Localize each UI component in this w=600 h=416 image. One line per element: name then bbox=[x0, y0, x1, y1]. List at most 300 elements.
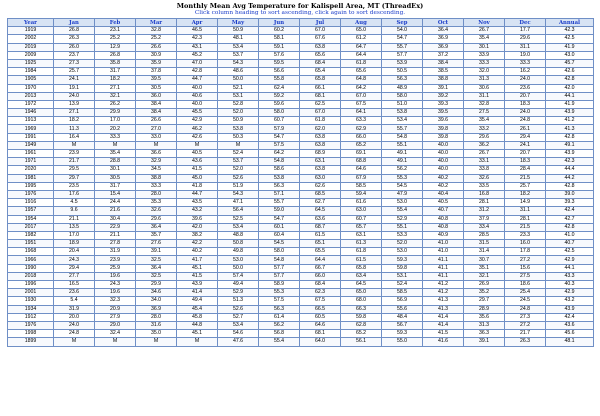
table-row bbox=[8, 84, 594, 92]
table-cell-jul: 65.4 bbox=[300, 68, 341, 76]
column-header-oct[interactable]: Oct bbox=[423, 19, 464, 27]
table-cell-apr: 40.6 bbox=[177, 92, 218, 100]
table-cell-may: 50.3 bbox=[218, 133, 259, 141]
table-cell-may: 47.1 bbox=[218, 199, 259, 207]
table-cell-year: 1991 bbox=[8, 133, 54, 141]
table-cell-nov: 28.1 bbox=[464, 199, 505, 207]
table-cell-aug: 61.8 bbox=[341, 59, 382, 67]
table-cell-jul: 68.9 bbox=[300, 150, 341, 158]
table-cell-year: 1951 bbox=[8, 240, 54, 248]
table-cell-oct: 40.0 bbox=[423, 141, 464, 149]
table-body bbox=[8, 27, 594, 346]
table-cell-aug: 67.0 bbox=[341, 92, 382, 100]
table-cell-nov: 36.2 bbox=[464, 141, 505, 149]
column-header-dec[interactable]: Dec bbox=[505, 19, 546, 27]
table-cell-may: 54.6 bbox=[218, 330, 259, 338]
table-cell-may: 52.9 bbox=[218, 289, 259, 297]
table-cell-feb: 26.2 bbox=[95, 100, 136, 108]
table-cell-oct: 41.0 bbox=[423, 240, 464, 248]
table-cell-sep: 55.7 bbox=[382, 43, 423, 51]
table-cell-jul: 62.0 bbox=[300, 125, 341, 133]
table-cell-jul: 64.6 bbox=[300, 321, 341, 329]
table-cell-jun: 59.0 bbox=[259, 207, 300, 215]
table-cell-sep: 53.9 bbox=[382, 59, 423, 67]
table-cell-jun: 55.7 bbox=[259, 199, 300, 207]
table-cell-dec: 25.4 bbox=[505, 289, 546, 297]
table-cell-annual: 44.4 bbox=[546, 166, 594, 174]
table-cell-aug: 63.0 bbox=[341, 207, 382, 215]
table-cell-may: 53.7 bbox=[218, 51, 259, 59]
table-cell-sep: 52.0 bbox=[382, 240, 423, 248]
table-cell-may: 49.8 bbox=[218, 248, 259, 256]
table-cell-jul: 60.5 bbox=[300, 313, 341, 321]
table-row bbox=[8, 321, 594, 329]
table-cell-mar: 29.6 bbox=[136, 215, 177, 223]
table-cell-sep: 52.9 bbox=[382, 215, 423, 223]
table-cell-oct: 41.3 bbox=[423, 297, 464, 305]
table-cell-feb: 19.6 bbox=[95, 272, 136, 280]
table-cell-sep: 48.4 bbox=[382, 313, 423, 321]
table-cell-sep: 58.5 bbox=[382, 289, 423, 297]
table-cell-jul: 61.8 bbox=[300, 117, 341, 125]
table-cell-nov: 33.9 bbox=[464, 51, 505, 59]
table-cell-jan: 16.5 bbox=[54, 281, 95, 289]
table-cell-may: 48.8 bbox=[218, 231, 259, 239]
table-cell-feb: 12.9 bbox=[95, 43, 136, 51]
table-cell-aug: 64.8 bbox=[341, 76, 382, 84]
table-cell-sep: 54.7 bbox=[382, 35, 423, 43]
table-cell-sep: 49.1 bbox=[382, 150, 423, 158]
table-cell-may: 52.1 bbox=[218, 84, 259, 92]
table-cell-aug: 65.7 bbox=[341, 223, 382, 231]
table-cell-apr: 42.3 bbox=[177, 35, 218, 43]
table-cell-oct: 40.5 bbox=[423, 199, 464, 207]
table-cell-mar: 32.9 bbox=[136, 158, 177, 166]
table-cell-jul: 63.6 bbox=[300, 215, 341, 223]
column-header-mar[interactable]: Mar bbox=[136, 19, 177, 27]
table-cell-jun: 64.2 bbox=[259, 150, 300, 158]
column-header-jun[interactable]: Jun bbox=[259, 19, 300, 27]
table-cell-annual: 45.6 bbox=[546, 330, 594, 338]
table-cell-nov: 29.7 bbox=[464, 297, 505, 305]
table-cell-jul: 63.8 bbox=[300, 133, 341, 141]
table-cell-oct: 41.2 bbox=[423, 281, 464, 289]
table-cell-may: 52.6 bbox=[218, 174, 259, 182]
table-row bbox=[8, 35, 594, 43]
table-cell-dec: 18.6 bbox=[505, 281, 546, 289]
table-cell-jan: 25.7 bbox=[54, 68, 95, 76]
table-cell-year: 1971 bbox=[8, 158, 54, 166]
table-cell-mar: 36.4 bbox=[136, 223, 177, 231]
table-cell-feb: 21.6 bbox=[95, 207, 136, 215]
table-cell-annual: 43.9 bbox=[546, 305, 594, 313]
table-cell-nov: 31.1 bbox=[464, 92, 505, 100]
table-cell-aug: 65.2 bbox=[341, 141, 382, 149]
table-cell-aug: 68.8 bbox=[341, 158, 382, 166]
table-cell-mar: 35.9 bbox=[136, 59, 177, 67]
table-cell-nov: 27.5 bbox=[464, 109, 505, 117]
table-cell-dec: 24.5 bbox=[505, 297, 546, 305]
table-cell-year: 1946 bbox=[8, 109, 54, 117]
table-row bbox=[8, 27, 594, 35]
table-row bbox=[8, 223, 594, 231]
table-row bbox=[8, 76, 594, 84]
table-cell-jan: 24.0 bbox=[54, 321, 95, 329]
table-cell-oct: 40.8 bbox=[423, 215, 464, 223]
table-cell-oct: 36.9 bbox=[423, 35, 464, 43]
table-row bbox=[8, 133, 594, 141]
table-cell-nov: 26.7 bbox=[464, 150, 505, 158]
table-cell-jun: 54.8 bbox=[259, 158, 300, 166]
table-cell-mar: 35.3 bbox=[136, 199, 177, 207]
column-header-jul[interactable]: Jul bbox=[300, 19, 341, 27]
column-header-aug[interactable]: Aug bbox=[341, 19, 382, 27]
table-cell-year: 2002 bbox=[8, 35, 54, 43]
column-header-feb[interactable]: Feb bbox=[95, 19, 136, 27]
column-header-apr[interactable]: Apr bbox=[177, 19, 218, 27]
table-cell-apr: 42.2 bbox=[177, 240, 218, 248]
table-cell-annual: 42.7 bbox=[546, 215, 594, 223]
table-cell-nov: 28.5 bbox=[464, 231, 505, 239]
table-cell-mar: 39.5 bbox=[136, 76, 177, 84]
table-cell-sep: 59.3 bbox=[382, 256, 423, 264]
table-row bbox=[8, 68, 594, 76]
table-cell-apr: 41.4 bbox=[177, 289, 218, 297]
table-cell-jul: 63.1 bbox=[300, 158, 341, 166]
table-cell-feb: M bbox=[95, 141, 136, 149]
table-cell-year: 2001 bbox=[8, 289, 54, 297]
table-cell-annual: 42.9 bbox=[546, 256, 594, 264]
table-cell-aug: 61.5 bbox=[341, 256, 382, 264]
table-cell-year: 1968 bbox=[8, 248, 54, 256]
table-cell-jan: 11.3 bbox=[54, 125, 95, 133]
table-cell-oct: 38.4 bbox=[423, 59, 464, 67]
column-header-year[interactable]: Year bbox=[8, 19, 54, 27]
table-cell-dec: 27.5 bbox=[505, 272, 546, 280]
table-cell-oct: 38.8 bbox=[423, 76, 464, 84]
table-cell-year: 2019 bbox=[8, 43, 54, 51]
table-cell-year: 1990 bbox=[8, 264, 54, 272]
table-cell-sep: 55.7 bbox=[382, 125, 423, 133]
table-cell-jul: 68.1 bbox=[300, 330, 341, 338]
table-cell-year: 1954 bbox=[8, 215, 54, 223]
table-cell-oct: 40.8 bbox=[423, 223, 464, 231]
table-cell-nov: 16.8 bbox=[464, 190, 505, 198]
table-cell-oct: 39.2 bbox=[423, 92, 464, 100]
table-cell-dec: 26.3 bbox=[505, 338, 546, 346]
table-cell-jan: 21.7 bbox=[54, 158, 95, 166]
table-cell-oct: 41.1 bbox=[423, 272, 464, 280]
table-cell-jul: 64.5 bbox=[300, 207, 341, 215]
table-cell-annual: 45.7 bbox=[546, 59, 594, 67]
table-cell-sep: 53.3 bbox=[382, 231, 423, 239]
table-cell-jul: 63.8 bbox=[300, 166, 341, 174]
table-cell-apr: 43.2 bbox=[177, 207, 218, 215]
table-cell-jul: 68.4 bbox=[300, 281, 341, 289]
table-cell-aug: 68.0 bbox=[341, 297, 382, 305]
table-cell-jun: 57.5 bbox=[259, 141, 300, 149]
table-cell-jul: 63.8 bbox=[300, 43, 341, 51]
table-cell-year: 1925 bbox=[8, 59, 54, 67]
table-cell-annual: 42.6 bbox=[546, 68, 594, 76]
page-subtitle: Click column heading to sort ascending, click again to sort descending. bbox=[194, 10, 406, 16]
table-cell-aug: 67.5 bbox=[341, 100, 382, 108]
table-cell-annual: 41.2 bbox=[546, 117, 594, 125]
table-cell-mar: 32.6 bbox=[136, 207, 177, 215]
table-cell-jan: 26.0 bbox=[54, 43, 95, 51]
table-cell-may: 51.3 bbox=[218, 297, 259, 305]
table-cell-feb: 27.8 bbox=[95, 240, 136, 248]
table-cell-mar: 38.8 bbox=[136, 174, 177, 182]
table-cell-nov: 35.1 bbox=[464, 264, 505, 272]
table-cell-jun: 57.1 bbox=[259, 190, 300, 198]
table-cell-jan: 19.1 bbox=[54, 84, 95, 92]
table-cell-jun: 54.7 bbox=[259, 215, 300, 223]
table-cell-feb: 33.3 bbox=[95, 133, 136, 141]
column-header-may[interactable]: May bbox=[218, 19, 259, 27]
table-cell-mar: 27.0 bbox=[136, 125, 177, 133]
table-cell-mar: 33.0 bbox=[136, 133, 177, 141]
table-cell-oct: 39.8 bbox=[423, 133, 464, 141]
table-cell-year: 1930 bbox=[8, 297, 54, 305]
table-cell-jan: 18.9 bbox=[54, 240, 95, 248]
table-cell-year: 1984 bbox=[8, 68, 54, 76]
table-row bbox=[8, 231, 594, 239]
column-header-sep[interactable]: Sep bbox=[382, 19, 423, 27]
table-cell-aug: 65.8 bbox=[341, 264, 382, 272]
table-cell-annual: 39.3 bbox=[546, 199, 594, 207]
table-cell-aug: 69.1 bbox=[341, 150, 382, 158]
table-cell-annual: 43.6 bbox=[546, 321, 594, 329]
column-header-nov[interactable]: Nov bbox=[464, 19, 505, 27]
table-cell-aug: 61.6 bbox=[341, 199, 382, 207]
table-cell-apr: 40.2 bbox=[177, 248, 218, 256]
table-cell-mar: 36.0 bbox=[136, 92, 177, 100]
table-cell-jul: 62.5 bbox=[300, 100, 341, 108]
table-cell-year: 1976 bbox=[8, 321, 54, 329]
table-cell-feb: 21.1 bbox=[95, 231, 136, 239]
table-cell-dec: 19.0 bbox=[505, 51, 546, 59]
table-cell-year: 1934 bbox=[8, 305, 54, 313]
table-cell-nov: 32.0 bbox=[464, 68, 505, 76]
table-cell-dec: 26.1 bbox=[505, 125, 546, 133]
table-cell-dec: 24.0 bbox=[505, 109, 546, 117]
table-cell-may: 52.8 bbox=[218, 100, 259, 108]
table-row bbox=[8, 281, 594, 289]
table-cell-jan: 23.9 bbox=[54, 150, 95, 158]
table-cell-year: 1905 bbox=[8, 76, 54, 84]
table-cell-annual: 42.4 bbox=[546, 207, 594, 215]
table-cell-annual: 41.9 bbox=[546, 100, 594, 108]
table-cell-mar: 26.6 bbox=[136, 43, 177, 51]
table-cell-jun: 60.2 bbox=[259, 27, 300, 35]
table-cell-nov: 29.6 bbox=[464, 133, 505, 141]
table-cell-nov: 33.3 bbox=[464, 59, 505, 67]
table-row bbox=[8, 141, 594, 149]
table-cell-apr: M bbox=[177, 141, 218, 149]
table-cell-mar: 35.0 bbox=[136, 330, 177, 338]
table-cell-feb: 35.8 bbox=[95, 59, 136, 67]
table-cell-mar: 32.5 bbox=[136, 272, 177, 280]
table-cell-jan: M bbox=[54, 141, 95, 149]
table-cell-jul: 67.0 bbox=[300, 109, 341, 117]
table-cell-annual: 42.0 bbox=[546, 84, 594, 92]
table-cell-may: 52.4 bbox=[218, 150, 259, 158]
table-cell-jan: 17.6 bbox=[54, 190, 95, 198]
table-row bbox=[8, 158, 594, 166]
table-row bbox=[8, 109, 594, 117]
table-cell-feb: 30.1 bbox=[95, 166, 136, 174]
table-cell-year: 1982 bbox=[8, 231, 54, 239]
table-row bbox=[8, 182, 594, 190]
table-cell-feb: 27.9 bbox=[95, 313, 136, 321]
table-cell-jul: 68.5 bbox=[300, 190, 341, 198]
table-cell-aug: 60.7 bbox=[341, 215, 382, 223]
table-cell-annual: 41.0 bbox=[546, 231, 594, 239]
table-row bbox=[8, 215, 594, 223]
table-cell-year: 1976 bbox=[8, 190, 54, 198]
table-cell-aug: 64.5 bbox=[341, 281, 382, 289]
table-cell-aug: 64.1 bbox=[341, 109, 382, 117]
table-cell-feb: 20.9 bbox=[95, 305, 136, 313]
table-cell-may: 53.7 bbox=[218, 158, 259, 166]
table-cell-year: 1966 bbox=[8, 256, 54, 264]
table-cell-annual: 42.8 bbox=[546, 133, 594, 141]
column-header-annual[interactable]: Annual bbox=[546, 19, 594, 27]
table-cell-jul: 64.4 bbox=[300, 256, 341, 264]
table-cell-nov: 31.4 bbox=[464, 248, 505, 256]
table-row bbox=[8, 248, 594, 256]
table-cell-year: 1961 bbox=[8, 150, 54, 158]
table-cell-aug: 62.9 bbox=[341, 125, 382, 133]
table-cell-sep: 58.0 bbox=[382, 92, 423, 100]
table-cell-may: M bbox=[218, 141, 259, 149]
table-cell-jul: 68.1 bbox=[300, 92, 341, 100]
table-cell-year: 2017 bbox=[8, 223, 54, 231]
table-cell-dec: 27.3 bbox=[505, 313, 546, 321]
table-cell-nov: 31.5 bbox=[464, 240, 505, 248]
table-cell-jan: 16.4 bbox=[54, 133, 95, 141]
table-cell-oct: 38.5 bbox=[423, 68, 464, 76]
table-cell-dec: 24.1 bbox=[505, 141, 546, 149]
table-cell-year: 1972 bbox=[8, 100, 54, 108]
table-cell-apr: 44.8 bbox=[177, 321, 218, 329]
table-cell-year: 2009 bbox=[8, 51, 54, 59]
table-cell-jun: 60.7 bbox=[259, 117, 300, 125]
table-cell-feb: 25.2 bbox=[95, 35, 136, 43]
table-cell-sep: 54.0 bbox=[382, 27, 423, 35]
table-cell-jun: 60.1 bbox=[259, 223, 300, 231]
temperature-table bbox=[7, 18, 594, 347]
table-cell-oct: 40.7 bbox=[423, 207, 464, 215]
table-cell-annual: 42.5 bbox=[546, 35, 594, 43]
table-cell-aug: 65.0 bbox=[341, 289, 382, 297]
table-cell-jun: 62.4 bbox=[259, 84, 300, 92]
table-cell-sep: 55.1 bbox=[382, 141, 423, 149]
table-cell-mar: 32.5 bbox=[136, 256, 177, 264]
table-cell-mar: 36.6 bbox=[136, 150, 177, 158]
table-cell-nov: 33.4 bbox=[464, 223, 505, 231]
table-cell-oct: 41.0 bbox=[423, 248, 464, 256]
table-cell-may: 52.0 bbox=[218, 166, 259, 174]
table-cell-jan: 9.6 bbox=[54, 207, 95, 215]
table-cell-aug: 63.3 bbox=[341, 117, 382, 125]
table-cell-mar: 32.8 bbox=[136, 27, 177, 35]
table-cell-oct: 41.4 bbox=[423, 321, 464, 329]
table-cell-apr: 49.4 bbox=[177, 297, 218, 305]
table-cell-feb: 31.7 bbox=[95, 182, 136, 190]
table-cell-annual: 42.5 bbox=[546, 248, 594, 256]
table-cell-dec: 21.5 bbox=[505, 223, 546, 231]
table-cell-apr: 46.2 bbox=[177, 125, 218, 133]
table-cell-sep: 56.2 bbox=[382, 166, 423, 174]
table-cell-jan: 24.8 bbox=[54, 330, 95, 338]
table-cell-oct: 39.3 bbox=[423, 100, 464, 108]
table-cell-oct: 40.0 bbox=[423, 158, 464, 166]
table-cell-mar: 25.2 bbox=[136, 35, 177, 43]
table-cell-jul: 66.1 bbox=[300, 84, 341, 92]
table-cell-nov: 39.1 bbox=[464, 338, 505, 346]
table-cell-dec: 15.6 bbox=[505, 264, 546, 272]
table-cell-dec: 18.3 bbox=[505, 158, 546, 166]
table-cell-feb: 26.8 bbox=[95, 51, 136, 59]
table-cell-nov: 33.5 bbox=[464, 182, 505, 190]
table-cell-mar: 34.0 bbox=[136, 297, 177, 305]
table-cell-jun: 54.5 bbox=[259, 240, 300, 248]
table-cell-annual: 43.0 bbox=[546, 51, 594, 59]
table-cell-nov: 33.1 bbox=[464, 158, 505, 166]
table-cell-jan: 26.3 bbox=[54, 35, 95, 43]
table-cell-jul: 66.0 bbox=[300, 272, 341, 280]
table-cell-sep: 55.1 bbox=[382, 223, 423, 231]
table-cell-may: 50.9 bbox=[218, 27, 259, 35]
table-cell-jul: 62.3 bbox=[300, 289, 341, 297]
table-cell-feb: 29.9 bbox=[95, 109, 136, 117]
table-cell-apr: 42.9 bbox=[177, 117, 218, 125]
table-cell-year: 1981 bbox=[8, 174, 54, 182]
column-header-jan[interactable]: Jan bbox=[54, 19, 95, 27]
table-cell-oct: 39.5 bbox=[423, 109, 464, 117]
table-cell-apr: 40.5 bbox=[177, 150, 218, 158]
table-cell-feb: 23.9 bbox=[95, 256, 136, 264]
table-cell-jun: 59.1 bbox=[259, 43, 300, 51]
table-cell-oct: 36.9 bbox=[423, 43, 464, 51]
table-cell-sep: 55.3 bbox=[382, 174, 423, 182]
table-cell-annual: 40.3 bbox=[546, 281, 594, 289]
table-cell-aug: 67.9 bbox=[341, 174, 382, 182]
table-cell-mar: 31.6 bbox=[136, 321, 177, 329]
table-cell-annual: 42.3 bbox=[546, 27, 594, 35]
table-cell-jan: 31.9 bbox=[54, 305, 95, 313]
table-cell-jan: 20.4 bbox=[54, 248, 95, 256]
table-cell-may: 49.4 bbox=[218, 281, 259, 289]
table-cell-nov: 35.2 bbox=[464, 289, 505, 297]
table-cell-oct: 41.4 bbox=[423, 313, 464, 321]
table-cell-jan: 23.6 bbox=[54, 289, 95, 297]
table-cell-mar: M bbox=[136, 338, 177, 346]
table-row bbox=[8, 43, 594, 51]
table-cell-feb: 24.3 bbox=[95, 281, 136, 289]
table-cell-apr: 44.7 bbox=[177, 76, 218, 84]
table-cell-sep: 53.8 bbox=[382, 109, 423, 117]
table-cell-feb: 28.8 bbox=[95, 158, 136, 166]
table-cell-jun: 61.4 bbox=[259, 313, 300, 321]
table-cell-apr: 43.5 bbox=[177, 199, 218, 207]
table-cell-aug: 65.0 bbox=[341, 27, 382, 35]
table-cell-jan: 23.5 bbox=[54, 182, 95, 190]
table-cell-aug: 66.0 bbox=[341, 133, 382, 141]
table-cell-dec: 14.9 bbox=[505, 199, 546, 207]
